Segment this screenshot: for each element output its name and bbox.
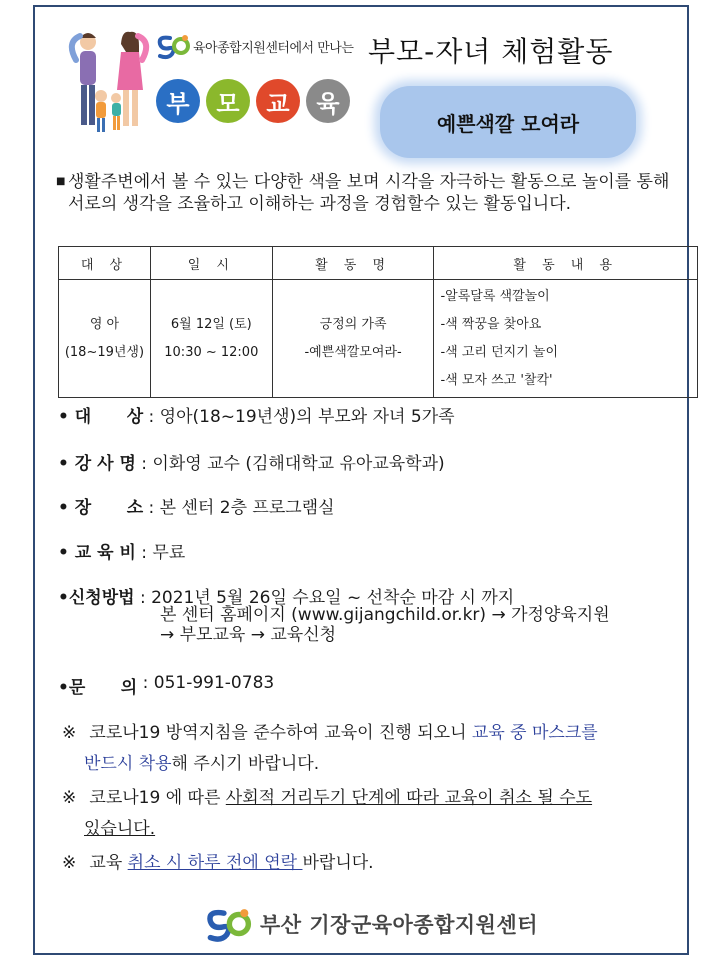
- logo-tagline: 육아종합지원센터에서 만나는: [193, 40, 354, 56]
- apply-website-line: 본 센터 홈페이지 (www.gijangchild.or.kr) → 가정양육지원: [160, 605, 610, 625]
- header-contents: 활 동 내 용: [434, 247, 698, 280]
- info-value: : 이화영 교수 (김해대학교 유아교육학과): [135, 454, 445, 474]
- content-item: -색 짝꿍을 찾아요: [440, 316, 542, 332]
- notice-highlight: 반드시 착용: [84, 754, 172, 774]
- info-value: : 영아(18~19년생)의 부모와 자녀 5가족: [143, 407, 455, 427]
- header-activity: 활 동 명: [272, 247, 434, 280]
- center-logo-icon: [204, 905, 252, 943]
- notice-text: 코로나19 방역지침을 준수하여 교육이 진행 되오니: [84, 723, 472, 743]
- time-text: 10:30 ~ 12:00: [164, 344, 259, 360]
- activity-line-1: 긍정의 가족: [319, 316, 387, 332]
- notice-highlight: 교육 중 마스크를: [471, 723, 598, 743]
- subtitle-text: 예쁜색깔 모여라: [436, 111, 580, 136]
- activity-line-2: -예쁜색깔모여라-: [304, 344, 402, 360]
- cell-datetime: [150, 280, 272, 398]
- notice-text: 바랍니다.: [302, 853, 374, 873]
- target-line-1: 영 아: [89, 316, 120, 332]
- info-target: [58, 402, 455, 427]
- notice-text: 코로나19 에 따른: [84, 788, 226, 808]
- info-label: • 장 소: [58, 498, 144, 518]
- center-logo: [156, 32, 353, 60]
- header-target: 대 상: [59, 247, 151, 280]
- target-line-2: (18~19년생): [64, 344, 145, 360]
- footer-logo: [204, 905, 538, 943]
- intro-text: 생활주변에서 볼 수 있는 다양한 색을 보며 시각을 자극하는 활동으로 놀이를 통해 서로의 생각을 조율하고 이해하는 과정을 경험할수 있는 활동입니다.: [68, 172, 670, 214]
- info-fee: [58, 538, 185, 563]
- program-char-4: 육: [306, 79, 350, 123]
- info-value: : 무료: [135, 543, 186, 563]
- program-char-3: 교: [256, 79, 300, 123]
- notice-mask: [62, 718, 598, 780]
- page-title: 부모-자녀 체험활동: [368, 35, 614, 68]
- notice-cancel: [62, 848, 598, 879]
- info-value: : 051-991-0783: [137, 673, 275, 693]
- info-label: •문 의: [58, 678, 138, 698]
- table-row: [59, 280, 698, 398]
- notice-distancing: [62, 783, 598, 845]
- date-text: 6월 12일 (토): [170, 316, 252, 332]
- cell-contents: [434, 280, 698, 398]
- info-label: • 교 육 비: [58, 543, 136, 563]
- square-bullet-icon: ■: [56, 176, 66, 187]
- intro-paragraph: [56, 171, 676, 215]
- footer-center-name: 부산 기장군육아종합지원센터: [260, 913, 539, 937]
- info-instructor: [58, 449, 445, 474]
- content-item: -색 고리 던지기 놀이: [440, 344, 559, 360]
- header-datetime: 일 시: [150, 247, 272, 280]
- program-char-2: 모: [206, 79, 250, 123]
- reference-mark: ※: [62, 788, 77, 808]
- info-label: •신청방법: [58, 588, 135, 608]
- notice-text: 교육: [84, 853, 128, 873]
- program-char-1: 부: [156, 79, 200, 123]
- apply-path-line: → 부모교육 → 교육신청: [160, 625, 337, 645]
- family-illustration: [68, 28, 150, 136]
- cell-activity: [272, 280, 434, 398]
- subtitle-banner: [380, 86, 636, 158]
- content-item: -알록달록 색깔놀이: [440, 288, 550, 304]
- content-item: -색 모자 쓰고 '찰칵': [440, 372, 553, 388]
- reference-mark: ※: [62, 723, 77, 743]
- apply-details: [160, 605, 610, 645]
- info-value: : 2021년 5월 26일 수요일 ~ 선착순 마감 시 까지: [134, 588, 515, 608]
- notice-underlined: 있습니다.: [84, 819, 156, 839]
- info-label: • 대 상: [58, 407, 144, 427]
- notices: [62, 718, 598, 879]
- notice-text: 해 주시기 바랍니다.: [171, 754, 320, 774]
- info-value: : 본 센터 2층 프로그램실: [143, 498, 335, 518]
- info-contact: [58, 673, 274, 698]
- table-header-row: [59, 247, 698, 280]
- notice-underlined: 사회적 거리두기 단계에 따라 교육이 취소 될 수도: [225, 788, 593, 808]
- notice-highlight: 취소 시 하루 전에 연락: [127, 853, 303, 873]
- center-logo-icon: [156, 32, 190, 60]
- cell-target: [59, 280, 151, 398]
- reference-mark: ※: [62, 853, 77, 873]
- info-label: • 강 사 명: [58, 454, 136, 474]
- info-location: [58, 493, 335, 518]
- program-name-circles: [156, 79, 350, 123]
- schedule-table: [58, 246, 698, 398]
